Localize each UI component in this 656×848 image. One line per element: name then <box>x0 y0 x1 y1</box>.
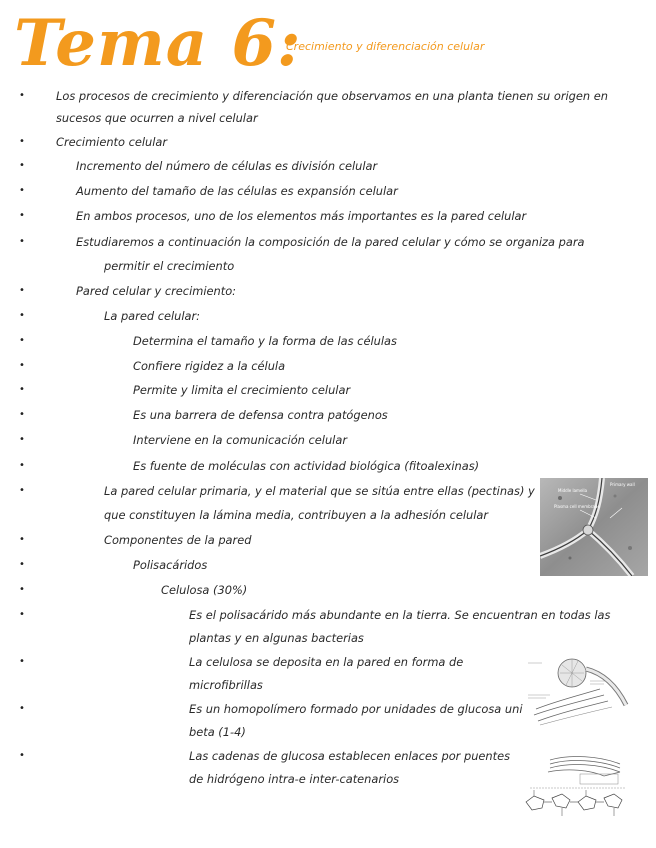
note-line: Confiere rigidez a la célula <box>133 359 286 373</box>
note-line: permitir el crecimiento <box>104 259 235 273</box>
bullet: • <box>19 360 25 371</box>
bullet: • <box>19 285 25 296</box>
note-line: Es el polisacárido más abundante en la tierra. Se encuentran en todas las <box>189 608 611 622</box>
note-line: microfibrillas <box>189 678 263 692</box>
note-line: beta (1-4) <box>189 725 246 739</box>
micrograph-label: Plasma cell membrane <box>554 504 600 509</box>
note-line: plantas y en algunas bacterias <box>189 631 364 645</box>
bullet: • <box>19 335 25 346</box>
bullet: • <box>19 584 25 595</box>
microfibril-diagram <box>526 655 630 729</box>
bullet: • <box>19 160 25 171</box>
note-line: Los procesos de crecimiento y diferenciación que observamos en una planta tienen su origen en <box>56 89 608 103</box>
note-line: Las cadenas de glucosa establecen enlaces por puentes <box>189 749 511 763</box>
note-line: En ambos procesos, uno de los elementos más importantes es la pared celular <box>76 209 527 223</box>
bullet: • <box>19 485 25 496</box>
note-line: Es un homopolímero formado por unidades de glucosa uni <box>189 702 523 716</box>
page-subtitle: Crecimiento y diferenciación celular <box>286 40 485 53</box>
bullet: • <box>19 409 25 420</box>
bullet: • <box>19 185 25 196</box>
note-line: Celulosa (30%) <box>161 583 248 597</box>
note-line: Polisacáridos <box>133 558 208 572</box>
micrograph-label: Middle lamella <box>558 488 588 493</box>
bullet: • <box>19 656 25 667</box>
note-line: La celulosa se deposita en la pared en forma de <box>189 655 464 669</box>
bullet: • <box>19 136 25 147</box>
note-line: Pared celular y crecimiento: <box>76 284 236 298</box>
bullet: • <box>19 703 25 714</box>
note-line: de hidrógeno intra-e inter-catenarios <box>189 772 400 786</box>
glucose-chain-diagram <box>520 752 632 820</box>
bullet: • <box>19 310 25 321</box>
bullet: • <box>19 534 25 545</box>
note-line: sucesos que ocurren a nivel celular <box>56 111 258 125</box>
note-line: Estudiaremos a continuación la composición de la pared celular y cómo se organiza para <box>76 235 585 249</box>
note-line: Componentes de la pared <box>104 533 252 547</box>
micrograph-label: Primary wall <box>610 482 635 487</box>
bullet: • <box>19 210 25 221</box>
bullet: • <box>19 609 25 620</box>
bullet: • <box>19 460 25 471</box>
note-line: Es fuente de moléculas con actividad biológica (fitoalexinas) <box>133 459 480 473</box>
note-line: Interviene en la comunicación celular <box>133 433 348 447</box>
bullet: • <box>19 236 25 247</box>
bullet: • <box>19 559 25 570</box>
note-line: Determina el tamaño y la forma de las células <box>133 334 397 348</box>
bullet: • <box>19 434 25 445</box>
note-line: que constituyen la lámina media, contribuyen a la adhesión celular <box>104 508 489 522</box>
note-line: Aumento del tamaño de las células es expansión celular <box>76 184 398 198</box>
bullet: • <box>19 750 25 761</box>
note-line: Incremento del número de células es división celular <box>76 159 378 173</box>
bullet: • <box>19 90 25 101</box>
note-line: La pared celular primaria, y el material que se sitúa entre ellas (pectinas) y <box>104 484 535 498</box>
note-line: La pared celular: <box>104 309 201 323</box>
note-line: Es una barrera de defensa contra patógenos <box>133 408 388 422</box>
cell-wall-micrograph <box>540 478 648 576</box>
note-line: Crecimiento celular <box>56 135 168 149</box>
bullet: • <box>19 384 25 395</box>
page-title: Tema 6: <box>14 6 302 81</box>
note-line: Permite y limita el crecimiento celular <box>133 383 351 397</box>
